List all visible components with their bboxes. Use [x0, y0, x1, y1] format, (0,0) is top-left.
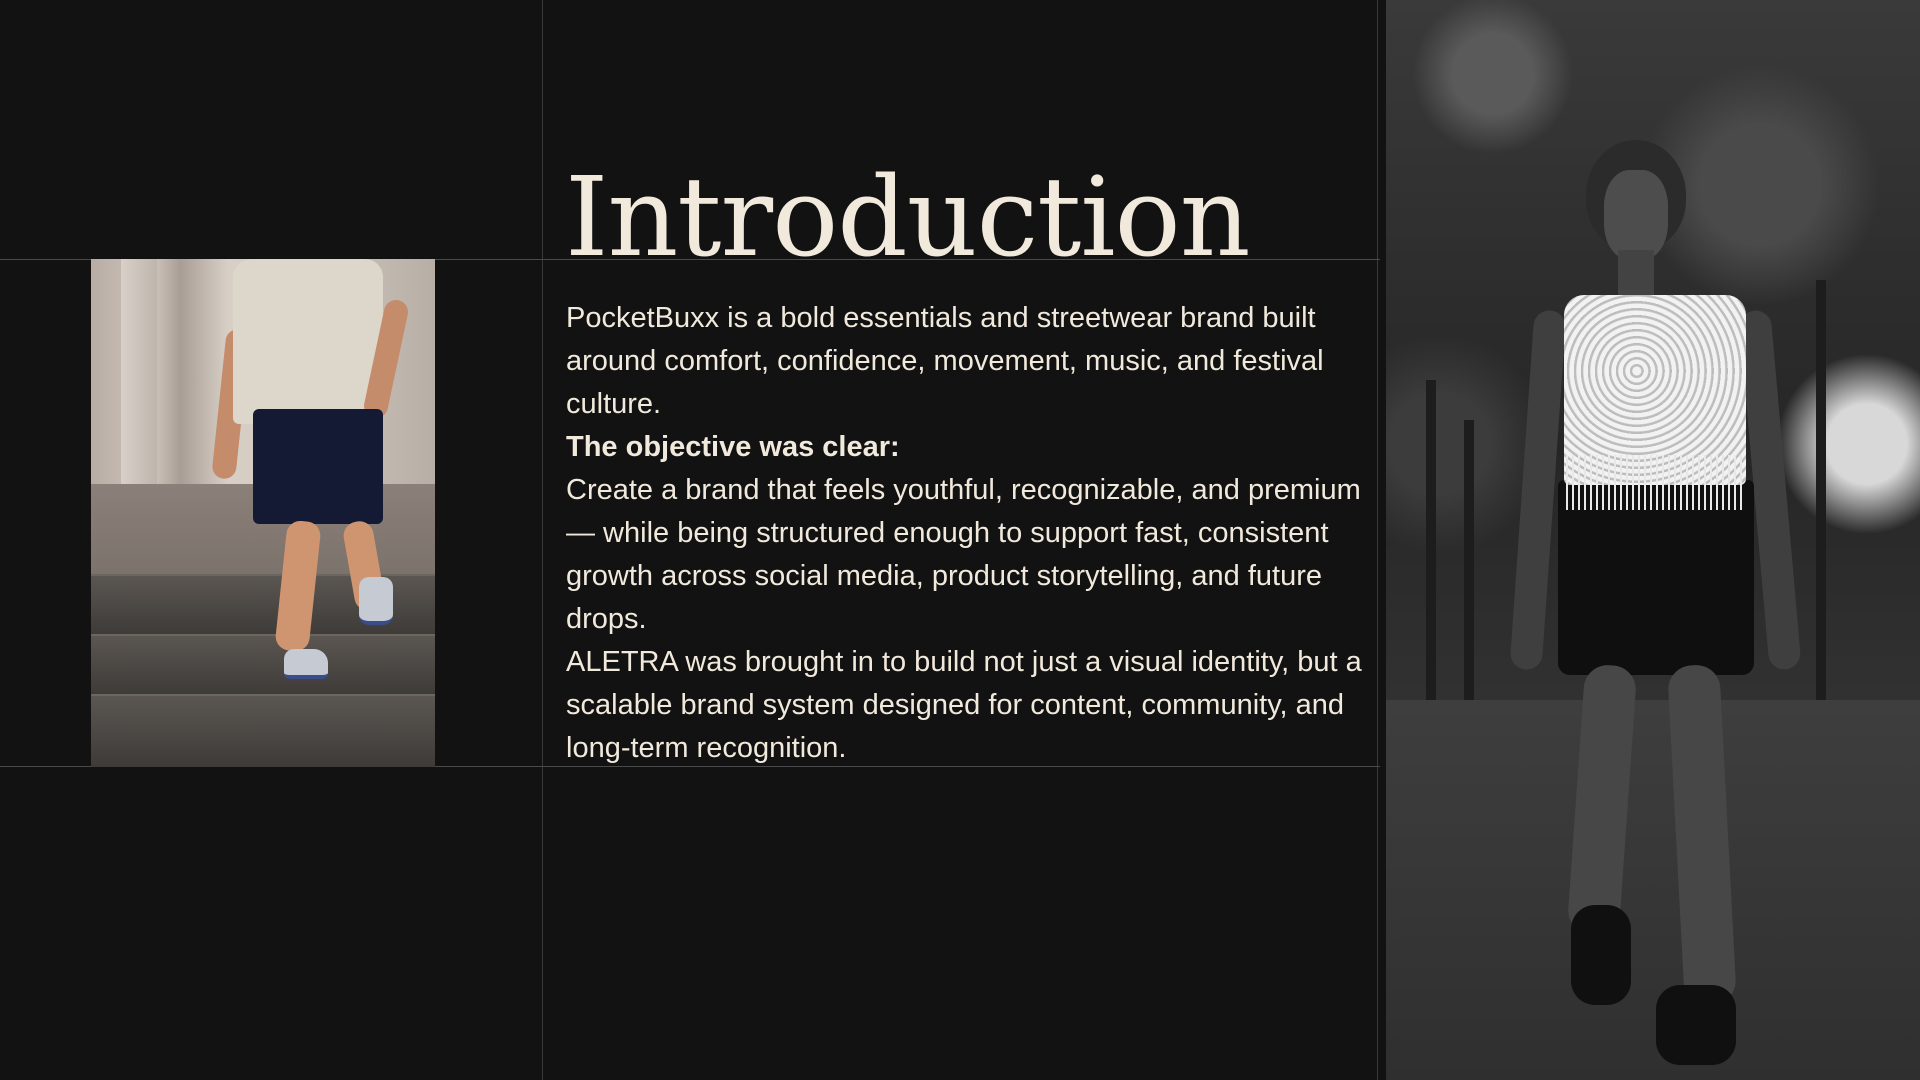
intro-paragraph: PocketBuxx is a bold essentials and streetwear brand built around comfort, confidence, movement, music, and festival culture.	[566, 302, 1324, 420]
page-title: Introduction	[565, 153, 1250, 281]
grid-line-vertical-right	[1377, 0, 1378, 1080]
grid-line-vertical-left	[542, 0, 543, 1080]
objective-paragraph: Create a brand that feels youthful, recognizable, and premium — while being structured enough to support fast, consistent growth across social media, product storytelling, and future drops.	[566, 474, 1361, 635]
aletra-paragraph: ALETRA was brought in to build not just a visual identity, but a scalable brand system designed for content, community, and long-term recognition.	[566, 646, 1362, 764]
photo-man-on-stairs	[91, 259, 435, 767]
photo-woman-walking	[1386, 0, 1920, 1080]
objective-heading: The objective was clear:	[566, 431, 900, 463]
intro-text-block	[566, 297, 1376, 770]
